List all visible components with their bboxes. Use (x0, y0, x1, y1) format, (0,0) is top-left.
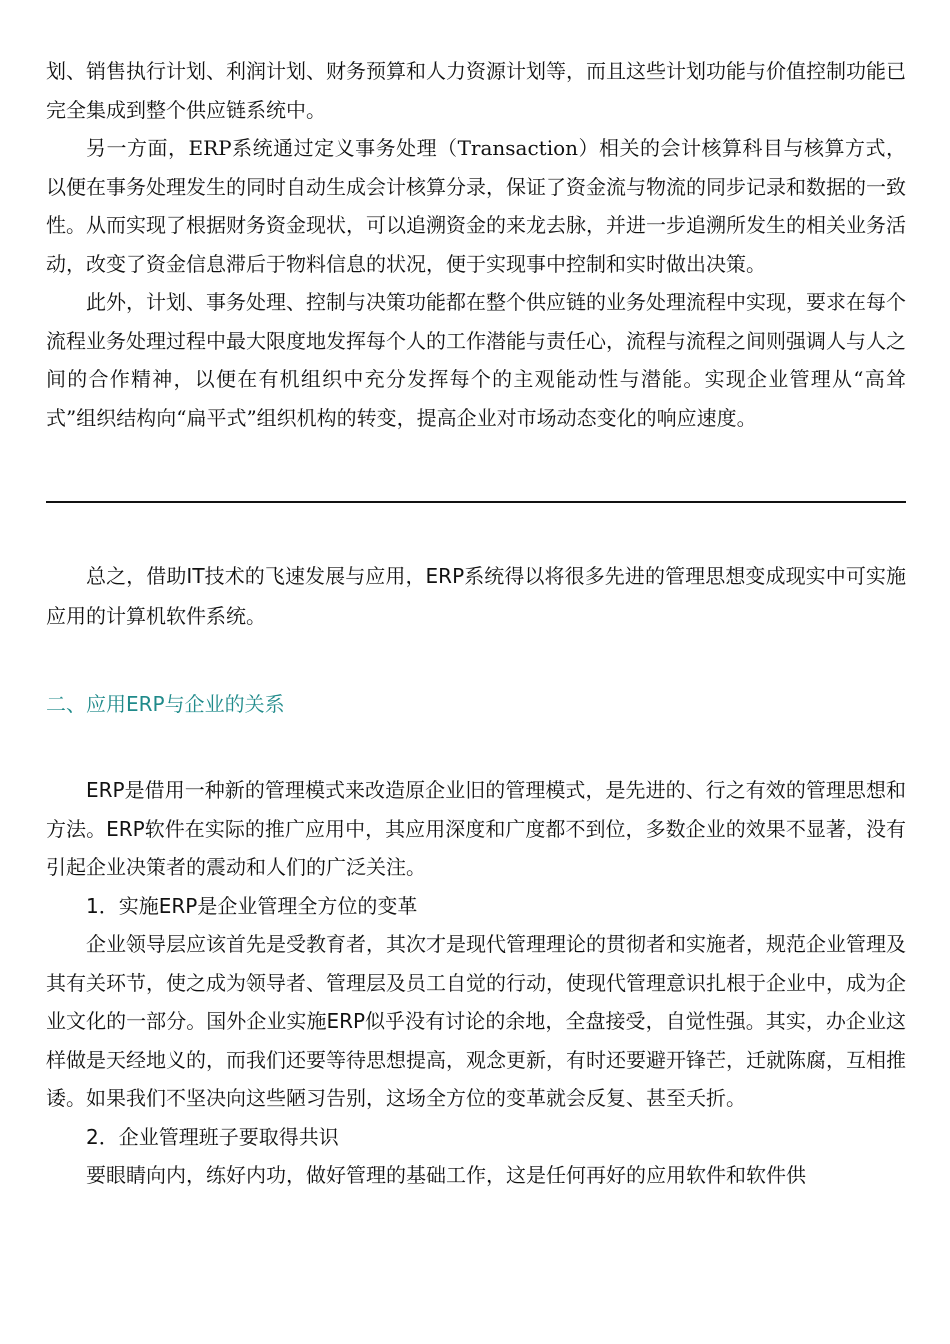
paragraph-workflow: 此外，计划、事务处理、控制与决策功能都在整个供应链的业务处理流程中实现，要求在每个流程业务处理过程中最大限度地发挥每个人的工作潜能与责任心，流程与流程之间则强调人与人之间的合作精神，以便在有机组织中充分发挥每个的主观能动性与潜能。实现企业管理从“高耸式”组织结构向“扁平式”组织机构的转变，提高企业对市场动态变化的响应速度。 (46, 290, 906, 430)
list-item-1: 1．实施ERP是企业管理全方位的变革 (86, 893, 418, 918)
text-block-top (46, 52, 906, 437)
paragraph-continued: 划、销售执行计划、利润计划、财务预算和人力资源计划等，而且这些计划功能与价值控制功能已完全集成到整个供应链系统中。 (46, 59, 906, 122)
list-item-2: 2．企业管理班子要取得共识 (86, 1124, 339, 1149)
paragraph-summary: 总之，借助IT技术的飞速发展与应用，ERP系统得以将很多先进的管理思想变成现实中可实施应用的计算机软件系统。 (46, 564, 906, 628)
paragraph-transaction: 另一方面，ERP系统通过定义事务处理（Transaction）相关的会计核算科目与核算方式，以便在事务处理发生的同时自动生成会计核算分录，保证了资金流与物流的同步记录和数据的一致性。从而实现了根据财务资金现状，可以追溯资金的来龙去脉，并进一步追溯所发生的相关业务活动，改变了资金信息滞后于物料信息的状况，便于实现事中控制和实时做出决策。 (46, 136, 906, 276)
section-heading: 二、应用ERP与企业的关系 (46, 692, 285, 716)
paragraph-inner-work: 要眼睛向内，练好内功，做好管理的基础工作，这是任何再好的应用软件和软件供 (86, 1163, 806, 1187)
horizontal-rule (46, 501, 906, 503)
text-block-bottom (46, 771, 906, 1195)
paragraph-leadership: 企业领导层应该首先是受教育者，其次才是现代管理理论的贯彻者和实施者，规范企业管理及其有关环节，使之成为领导者、管理层及员工自觉的行动，使现代管理意识扎根于企业中，成为企业文化的一部分。国外企业实施ERP似乎没有讨论的余地，全盘接受，自觉性强。其实，办企业这样做是天经地义的，而我们还要等待思想提高，观念更新，有时还要避开锋芒，迁就陈腐，互相推诿。如果我们不坚决向这些陋习告别，这场全方位的变革就会反复、甚至夭折。 (46, 932, 906, 1110)
paragraph-erp-intro: ERP是借用一种新的管理模式来改造原企业旧的管理模式，是先进的、行之有效的管理思想和方法。ERP软件在实际的推广应用中，其应用深度和广度都不到位，多数企业的效果不显著，没有引起企业决策者的震动和人们的广泛关注。 (46, 778, 906, 879)
